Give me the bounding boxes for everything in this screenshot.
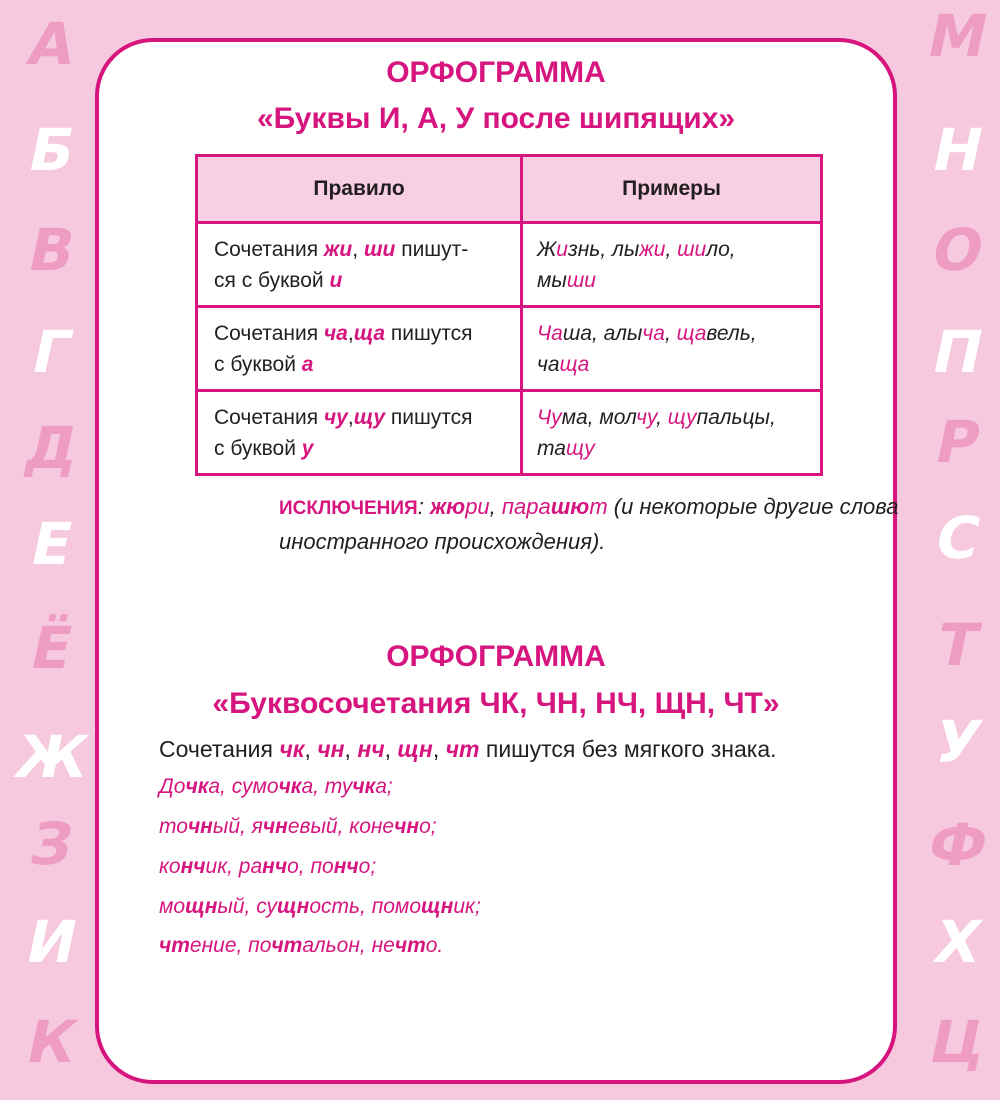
- decorative-letter: Х: [928, 908, 988, 976]
- rule-cell: [197, 307, 522, 391]
- exceptions-note-text: (и некоторые другие слова иностранного происхождения).: [279, 494, 899, 554]
- combo-2: ща: [353, 321, 386, 345]
- decorative-letter: А: [22, 10, 82, 78]
- example-post: вель,: [706, 321, 757, 345]
- example-pre: ча: [537, 352, 560, 376]
- rule-text-mid: пишутся: [385, 405, 473, 429]
- letter-combo: щн: [421, 895, 454, 918]
- rule-comma: ,: [352, 237, 364, 261]
- word-part: о;: [358, 855, 377, 878]
- combo-1: жи: [323, 237, 353, 261]
- section2-subtitle: «Буквосочетания ЧК, ЧН, НЧ, ЩН, ЧТ»: [212, 687, 780, 720]
- combo-2: ши: [363, 237, 396, 261]
- letter-combo: чк: [352, 775, 376, 798]
- letter-combo: чт: [271, 934, 303, 957]
- example-hl: Ча: [537, 321, 563, 345]
- decorative-letter: З: [24, 810, 80, 878]
- word-part: а, сумо: [208, 775, 279, 798]
- rule-letter: и: [329, 268, 343, 292]
- decorative-letter: Н: [926, 116, 990, 184]
- section2-rule-text: [159, 736, 859, 763]
- word-part: альон, не: [302, 934, 395, 957]
- rule-post: пишутся без мягкого знака.: [479, 736, 777, 762]
- header-examples: Примеры: [522, 156, 822, 223]
- word-part: ик, ра: [205, 855, 263, 878]
- decorative-letter: Ц: [923, 1008, 993, 1076]
- rule-text-line2: ся с буквой: [214, 268, 330, 292]
- letter-combo: нч: [333, 855, 359, 878]
- word-part: то: [159, 815, 188, 838]
- rule-text-line2: с буквой: [214, 436, 302, 460]
- example-post: пальцы,: [696, 405, 776, 429]
- letter-combo: щн: [276, 895, 310, 918]
- example-hl: ши: [677, 237, 707, 261]
- rule-comma: ,: [347, 405, 354, 429]
- combo-cht: чт: [445, 736, 480, 762]
- word-part: ик;: [453, 895, 481, 918]
- rule-text-mid: пишутся: [385, 321, 473, 345]
- combo-1: ча: [323, 321, 348, 345]
- exceptions-colon: :: [417, 494, 430, 519]
- combo-chk: чк: [279, 736, 305, 762]
- table-row: [197, 307, 822, 391]
- table-header-row: [197, 156, 822, 223]
- decorative-letter: Е: [24, 510, 80, 578]
- section2-heading: ОРФОГРАММА: [386, 640, 606, 673]
- decorative-letter: П: [926, 318, 990, 386]
- word-part: евый, коне: [287, 815, 395, 838]
- example-pre: ,: [664, 321, 677, 345]
- decorative-letter: К: [21, 1008, 83, 1076]
- exception-word2-hl: шю: [550, 494, 590, 519]
- exception-word2-pre: пара: [501, 494, 551, 519]
- word-part: ость, помо: [309, 895, 422, 918]
- combo-nch: нч: [357, 736, 385, 762]
- example-hl: Чу: [537, 405, 562, 429]
- comma: ,: [304, 736, 318, 762]
- decorative-letter: Ж: [9, 723, 95, 791]
- word-part: а;: [375, 775, 393, 798]
- example-post: ло,: [706, 237, 736, 261]
- letter-combo: чк: [185, 775, 209, 798]
- word-part: До: [159, 775, 186, 798]
- decorative-letter: И: [20, 908, 84, 976]
- decorative-letter: В: [22, 216, 82, 284]
- example-hl: чу: [636, 405, 657, 429]
- rule-card: [95, 38, 897, 1084]
- decorative-letter: Т: [930, 611, 986, 679]
- combo-2: щу: [353, 405, 386, 429]
- exception-word1-hl: жю: [429, 494, 466, 519]
- example-pre: ,: [665, 237, 678, 261]
- example-line: [159, 815, 437, 839]
- example-hl: ши: [566, 268, 596, 292]
- examples-cell: [522, 307, 822, 391]
- word-part: ый, су: [217, 895, 277, 918]
- section1-heading: ОРФОГРАММА: [386, 56, 606, 89]
- example-pre: Ж: [537, 237, 557, 261]
- example-pre: та: [537, 436, 566, 460]
- rule-cell: [197, 223, 522, 307]
- word-part: о.: [425, 934, 444, 957]
- rule-comma: ,: [347, 321, 354, 345]
- letter-combo: нч: [180, 855, 206, 878]
- example-hl: ща: [559, 352, 590, 376]
- example-pre: , лы: [600, 237, 640, 261]
- word-part: мо: [159, 895, 186, 918]
- decorative-letter: Г: [26, 318, 78, 386]
- rule-pre: Сочетания: [159, 736, 280, 762]
- combo-1: чу: [323, 405, 348, 429]
- exceptions-label: ИСКЛЮЧЕНИЯ: [279, 498, 418, 519]
- examples-cell: [522, 223, 822, 307]
- table-row: [197, 223, 822, 307]
- rule-letter: у: [301, 436, 314, 460]
- example-line: [159, 855, 376, 879]
- rule-text-mid: пишут-: [395, 237, 469, 261]
- example-pre: мы: [537, 268, 567, 292]
- rule-letter: а: [301, 352, 314, 376]
- word-part: о;: [419, 815, 437, 838]
- example-hl: и: [556, 237, 568, 261]
- rule-cell: [197, 391, 522, 475]
- example-line: [159, 934, 443, 958]
- decorative-letter: Ё: [24, 614, 80, 682]
- decorative-letter: М: [921, 2, 995, 70]
- letter-combo: чт: [394, 934, 426, 957]
- word-part: ко: [159, 855, 181, 878]
- combo-chn: чн: [317, 736, 345, 762]
- letter-combo: чн: [187, 815, 213, 838]
- example-hl: ча: [642, 321, 665, 345]
- rule-text-line2: с буквой: [214, 352, 302, 376]
- letter-combo: чн: [394, 815, 420, 838]
- table-row: [197, 391, 822, 475]
- letter-combo: чк: [278, 775, 302, 798]
- example-post: знь: [567, 237, 601, 261]
- example-hl: жи: [639, 237, 666, 261]
- decorative-letter: С: [929, 504, 987, 572]
- example-hl: щу: [565, 436, 595, 460]
- decorative-letter: О: [926, 216, 990, 284]
- example-pre: ,: [656, 405, 668, 429]
- word-part: а, ту: [301, 775, 353, 798]
- comma: ,: [384, 736, 398, 762]
- letter-combo: нч: [262, 855, 288, 878]
- word-part: ение, по: [189, 934, 272, 957]
- decorative-letter: Б: [22, 116, 82, 184]
- example-hl: щу: [667, 405, 697, 429]
- section1-subtitle: «Буквы И, А, У после шипящих»: [256, 102, 736, 135]
- rule-text: Сочетания: [214, 405, 324, 429]
- letter-combo: чт: [159, 934, 190, 957]
- word-part: ый, я: [212, 815, 263, 838]
- example-post: ма: [561, 405, 588, 429]
- example-post: ша: [562, 321, 592, 345]
- decorative-letter: Р: [929, 408, 987, 476]
- example-line: [159, 775, 393, 799]
- decorative-letter: Д: [18, 414, 86, 482]
- rule-table: [195, 154, 823, 476]
- exceptions-sep: ,: [489, 494, 502, 519]
- exception-word2-rest: т: [589, 494, 608, 519]
- example-line: [159, 895, 481, 919]
- exceptions-note: [279, 490, 899, 558]
- letter-combo: чн: [262, 815, 288, 838]
- example-pre: , алы: [591, 321, 643, 345]
- combo-shchn: щн: [397, 736, 433, 762]
- letter-combo: щн: [185, 895, 218, 918]
- decorative-letter: У: [928, 708, 988, 776]
- rule-text: Сочетания: [214, 237, 324, 261]
- rule-text: Сочетания: [214, 321, 324, 345]
- word-part: о, по: [287, 855, 334, 878]
- comma: ,: [344, 736, 358, 762]
- example-hl: ща: [676, 321, 707, 345]
- example-pre: , мол: [587, 405, 637, 429]
- header-rule: Правило: [197, 156, 522, 223]
- examples-cell: [522, 391, 822, 475]
- exception-word1-rest: ри: [465, 494, 490, 519]
- decorative-letter: Ф: [922, 811, 994, 879]
- comma: ,: [432, 736, 446, 762]
